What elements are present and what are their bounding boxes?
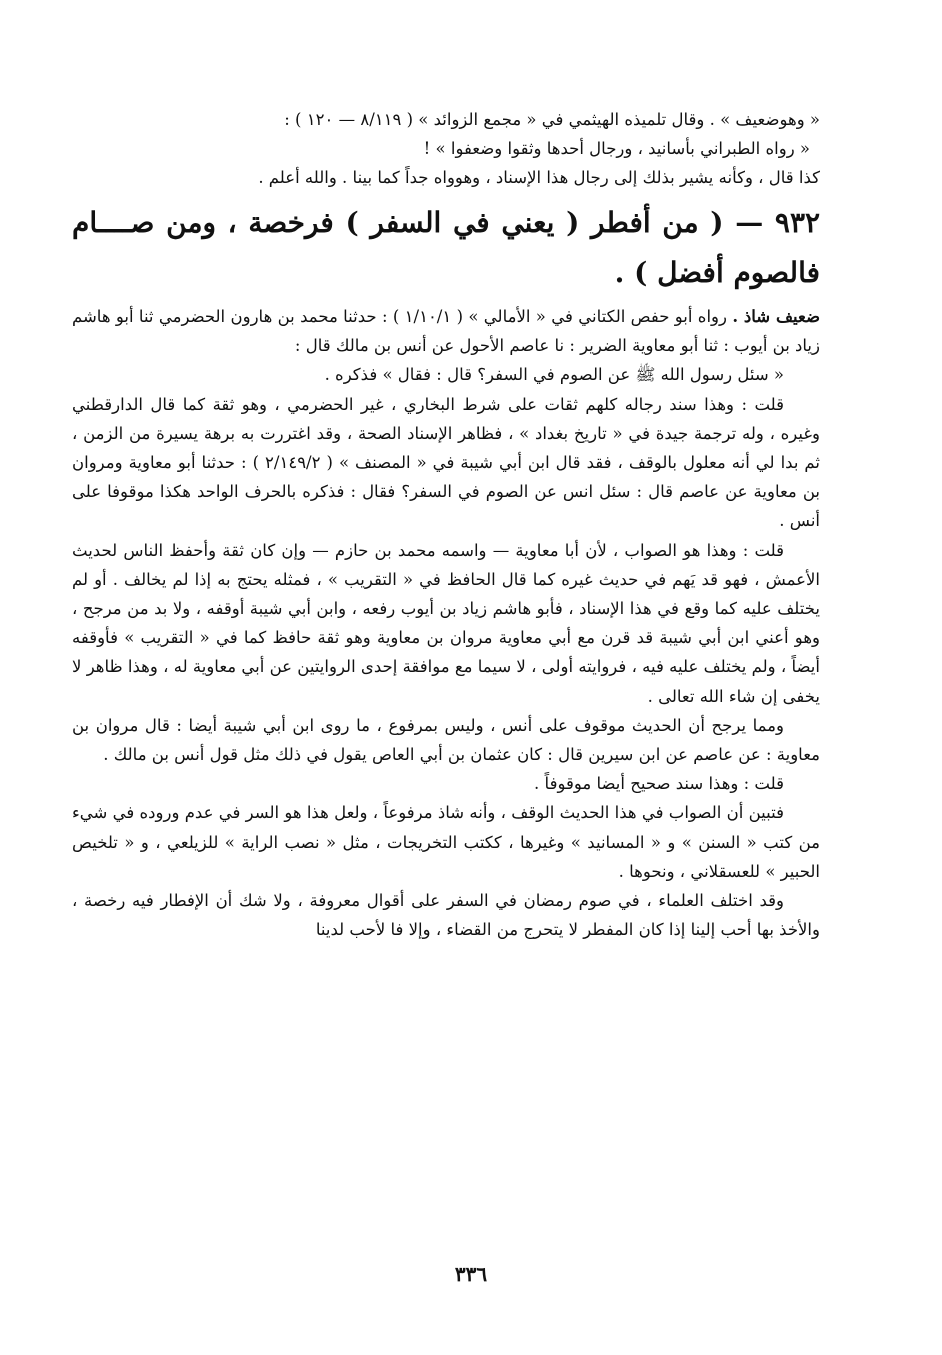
grading-label: ضعيف شاذ . — [732, 307, 820, 326]
hadith-heading — [72, 198, 820, 298]
hadith-number: ٩٣٢ — — [735, 206, 821, 239]
text-line: « وهوضعيف » . وقال تلميذه الهيثمي في « مجمع الزوائد » ( ٨/١١٩ — ١٢٠ ) : — [284, 110, 820, 129]
paragraph-5: فتبين أن الصواب في هذا الحديث الوقف ، وأنه شاذ مرفوعاً ، ولعل هذا هو السر في عدم وروده في شيء من كتب « السنن » و « المسانيد » وغيرها ، ككتب التخريجات ، مثل « نصب الراية » للزيلعي ، و « تلخيص الحبير » للعسقلاني ، ونحوها . — [72, 803, 820, 881]
page-number: ٣٣٦ — [454, 1262, 488, 1286]
paragraph-4: قلت : وهذا سند صحيح أيضا موقوفاً . — [534, 774, 784, 794]
hadith-quote: « سئل رسول الله ﷺ عن الصوم في السفر؟ قال : فقال » فذكره . — [324, 365, 784, 385]
paragraph-6: وقد اختلف العلماء ، في صوم رمضان في السفر على أقوال معروفة ، ولا شك أن الإفطار فيه رخصة ، والأخذ بها أحب إلينا إذا كان المفطر لا يتحرج من القضاء ، وإلا فا لأحب لدينا — [72, 891, 820, 940]
hadith-heading-text: ( من أفطر ( يعني في السفر ) فرخصة ، ومن صــــام فالصوم أفضل ) . — [72, 206, 820, 289]
paragraph-1: قلت : وهذا سند رجاله كلهم ثقات على شرط البخاري ، غير الحضرمي ، وهو ثقة كما قال الدارقطني وغيره ، وله ترجمة جيدة في « تاريخ بغداد » ، فظاهر الإسناد الصحة ، وقد اغتررت به برهة يسيرة من الزمن ، ثم بدا لي أنه معلول بالوقف ، فقد قال ابن أبي شيبة في « المصنف » ( ٢/١٤٩/٢ ) : حدثنا أبو معاوية ومروان بن معاوية عن عاصم قال : سئل انس عن الصوم في السفر؟ فقال : فذكره بالحرف الواحد هكذا موقوفا على أنس . — [72, 394, 821, 531]
text-line: « رواه الطبراني بأسانيد ، ورجال أحدها وثقوا وضعفوا » ! — [423, 139, 810, 158]
paragraph-2: قلت : وهذا هو الصواب ، لأن أبا معاوية — واسمه محمد بن حازم — وإن كان ثقة وأحفظ الناس لحديث الأعمش ، فهو قد يَهم في حديث غيره كما قال الحافظ في « التقريب » ، فمثله يحتج به إذا لم يخالف . أو لم يختلف عليه كما وقع في هذا الإسناد ، فأبو هاشم زياد بن أيوب رفعه ، وابن أبي شيبة أوقفه ، ولا بد من مرجح ، وهو أعني ابن أبي شيبة قد قرن مع أبي معاوية مروان بن معاوية وهو ثقة حافظ كما في « التقريب » فأوقفه أيضاً ، ولم يختلف عليه فيه ، فروايته أولى ، لا سيما مع موافقة إحدى الروايتين عن أبي معاوية له ، وهذا ظاهر لا يخفى إن شاء الله تعالى . — [72, 540, 821, 706]
grading-text: رواه أبو حفص الكتاني في « الأمالي » ( ١/١٠/١ ) : حدثنا محمد بن هارون الحضرمي ثنا أبو هاشم زياد بن أيوب : ثنا أبو معاوية الضرير : نا عاصم الأحول عن أنس بن مالك قال : — [72, 307, 820, 356]
paragraph-3: ومما يرجح أن الحديث موقوف على أنس ، وليس بمرفوع ، ما روى ابن أبي شيبة أيضا : قال مروان بن معاوية : عن عاصم عن ابن سيرين قال : كان عثمان بن أبي العاص يقول في ذلك مثل قول أنس بن مالك . — [72, 715, 820, 765]
top-quote-block — [72, 105, 820, 192]
text-line: كذا قال ، وكأنه يشير بذلك إلى رجال هذا الإسناد ، وهوواه جداً كما بينا . والله أعلم . — [258, 168, 820, 187]
grading-paragraph — [72, 302, 820, 360]
